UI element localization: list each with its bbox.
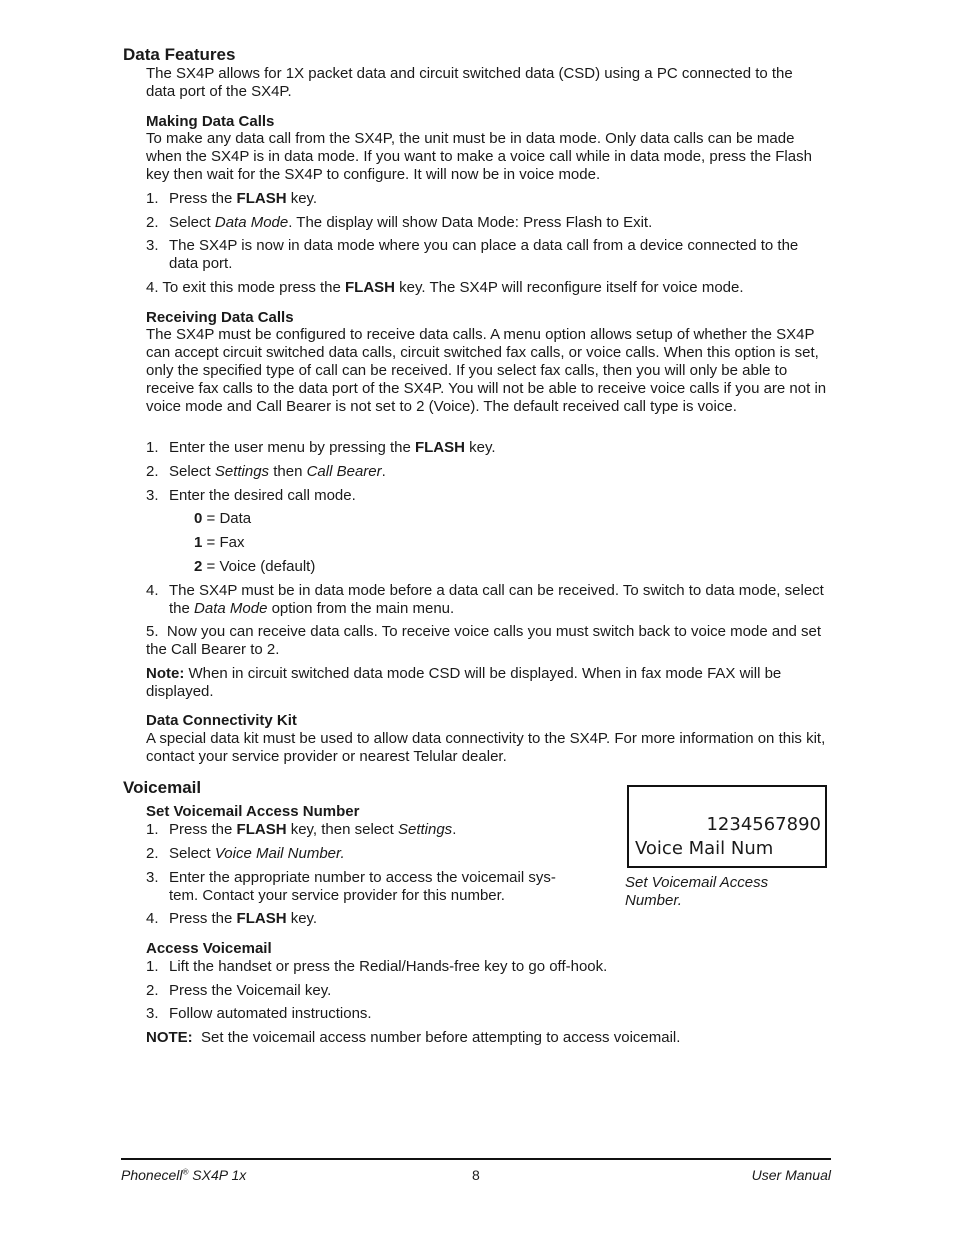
- list-item: 1. Enter the user menu by pressing the FLASH key.: [146, 439, 496, 456]
- list-item: 3. The SX4P is now in data mode where you can place a data call from a device connected to the data port.: [146, 237, 799, 272]
- subheading-data-connectivity-kit: Data Connectivity Kit: [146, 712, 297, 729]
- list-item: 2. Select Voice Mail Number.: [146, 845, 345, 862]
- display-line-label: Voice Mail Num: [635, 838, 774, 859]
- list-item: 2. Select Settings then Call Bearer.: [146, 463, 386, 480]
- list-item: 1. Press the FLASH key, then select Settings.: [146, 821, 457, 838]
- display-screen-figure: [627, 785, 827, 868]
- footer-product: Phonecell® SX4P 1x: [121, 1167, 247, 1183]
- subheading-access-voicemail: Access Voicemail: [146, 940, 272, 957]
- data-connectivity-kit-text: A special data kit must be used to allow data connectivity to the SX4P. For more information on this kit, contact your service provider or nearest Telular dealer.: [146, 730, 826, 765]
- receiving-data-calls-intro: The SX4P must be configured to receive data calls. A menu option allows setup of whether the SX4P can accept circuit switched data calls, circuit switched fax calls, or voice calls. When this option is set, only the specified type of call can be received. If you select fax calls, then you will only be able to receive fax calls to the data port of the SX4P. You will not be able to receive voice calls if you are not in voice mode and Call Bearer is not set to 2 (Voice). The default received call type is voice.: [146, 326, 827, 415]
- note: NOTE: Set the voicemail access number before attempting to access voicemail.: [146, 1029, 681, 1046]
- note: Note: When in circuit switched data mode CSD will be displayed. When in fax mode FAX will be displayed.: [146, 665, 782, 700]
- subheading-set-voicemail-access-number: Set Voicemail Access Number: [146, 803, 360, 820]
- list-item: 5. Now you can receive data calls. To receive voice calls you must switch back to voice mode and set the Call Bearer to 2.: [146, 623, 822, 658]
- list-item: 3. Follow automated instructions.: [146, 1005, 372, 1022]
- page-number: 8: [472, 1167, 480, 1183]
- list-item: 1. Press the FLASH key.: [146, 190, 318, 207]
- list-item: 3. Enter the appropriate number to access the voicemail sys- tem. Contact your service provider for this number.: [146, 869, 556, 904]
- footer-document-title: User Manual: [751, 1167, 831, 1183]
- list-item: 1. Lift the handset or press the Redial/Hands-free key to go off-hook.: [146, 958, 608, 975]
- list-item: 3. Enter the desired call mode.: [146, 487, 356, 504]
- call-mode-option: 1 = Fax: [194, 534, 245, 551]
- list-item: 4. Press the FLASH key.: [146, 910, 318, 927]
- footer-rule: [121, 1158, 831, 1160]
- subheading-receiving-data-calls: Receiving Data Calls: [146, 309, 294, 326]
- section-heading-voicemail: Voicemail: [123, 778, 202, 797]
- making-data-calls-intro: To make any data call from the SX4P, the unit must be in data mode. Only data calls can be made when the SX4P is in data mode. If you want to make a voice call while in data mode, press the Flash key then wait for the SX4P to configure. It will now be in voice mode.: [146, 130, 812, 183]
- list-item: 2. Select Data Mode. The display will show Data Mode: Press Flash to Exit.: [146, 214, 653, 231]
- section-heading-data-features: Data Features: [123, 45, 236, 64]
- subheading-making-data-calls: Making Data Calls: [146, 113, 275, 130]
- data-features-intro: The SX4P allows for 1X packet data and circuit switched data (CSD) using a PC connected to the data port of the SX4P.: [146, 65, 793, 100]
- list-item: 2. Press the Voicemail key.: [146, 982, 332, 999]
- list-item: 4. The SX4P must be in data mode before a data call can be received. To switch to data mode, select the Data Mode option from the main menu.: [146, 582, 824, 617]
- list-item: 4. To exit this mode press the FLASH key. The SX4P will reconfigure itself for voice mode.: [146, 279, 744, 296]
- call-mode-option: 0 = Data: [194, 510, 252, 527]
- display-line-number: 1234567890: [706, 814, 821, 835]
- figure-caption: Set Voicemail Access Number.: [625, 874, 769, 909]
- call-mode-option: 2 = Voice (default): [194, 558, 316, 575]
